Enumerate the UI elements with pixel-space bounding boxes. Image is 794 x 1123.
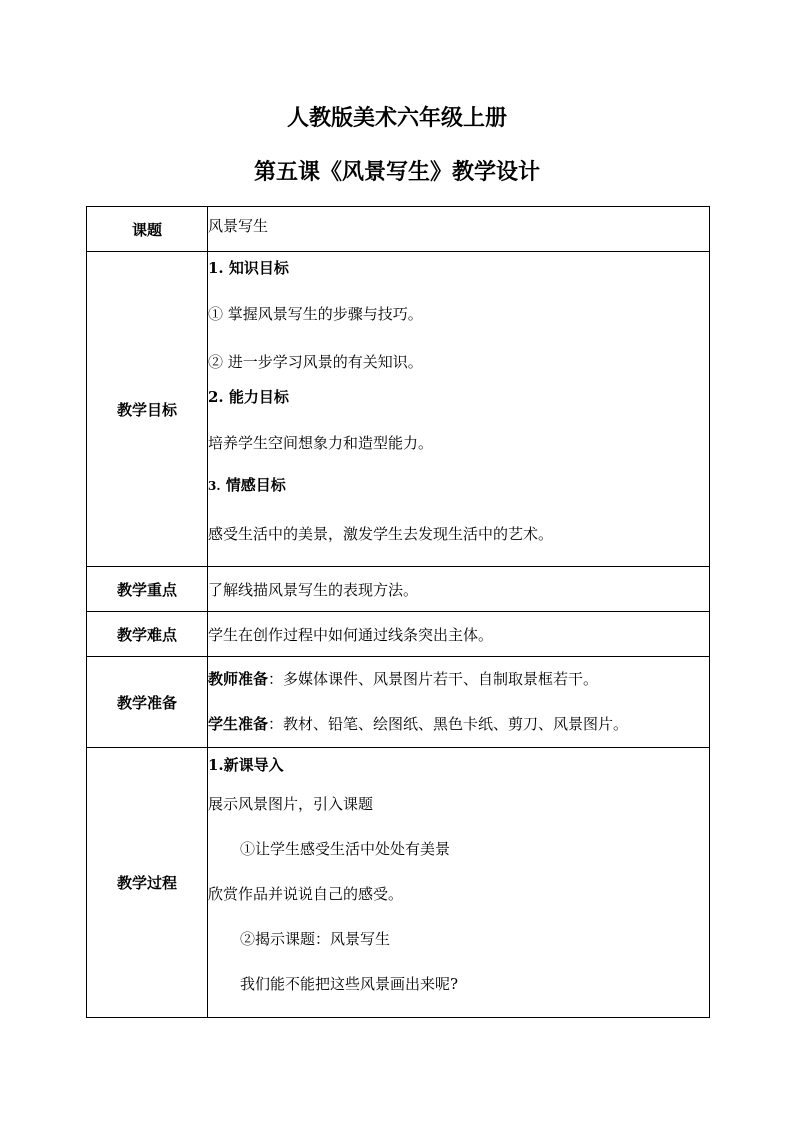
topic-text: 风景写生 [208,217,269,235]
document-title: 人教版美术六年级上册 [286,105,507,131]
knowledge-item-2: ② 进一步学习风景的有关知识。 [208,353,423,371]
row-key-point [87,567,710,612]
emotion-number: 3. [208,479,221,493]
label-topic: 课题 [87,207,208,252]
row-topic [87,207,710,252]
student-prep-value: ：教材、铅笔、绘图纸、黑色卡纸、剪刀、风景图片。 [268,715,629,733]
process-line-4: ②揭示课题：风景写生 [240,930,391,948]
value-process [208,748,710,1018]
knowledge-heading: 1. 知识目标 [208,259,289,277]
emotion-heading [208,464,709,506]
label-process: 教学过程 [87,748,208,1018]
label-key-point: 教学重点 [87,567,208,612]
process-heading: 1.新课导入 [208,756,284,774]
process-line-5: 我们能不能把这些风景画出来呢? [240,975,459,993]
row-preparation [87,657,710,748]
lesson-title: 第五课《风景写生》教学设计 [253,159,540,185]
lesson-plan-table [86,206,710,1018]
ability-heading: 2. 能力目标 [208,388,289,406]
teacher-prep-label: 教师准备 [208,670,269,688]
process-line-2: ①让学生感受生活中处处有美景 [240,840,451,858]
label-difficulty: 教学难点 [87,612,208,657]
emotion-heading-text: 情感目标 [225,476,286,494]
value-key-point: 了解线描风景写生的表现方法。 [208,567,710,612]
row-difficulty [87,612,710,657]
value-preparation [208,657,710,748]
student-prep [208,702,709,747]
emotion-item-1: 感受生活中的美景，激发学生去发现生活中的艺术。 [208,525,554,543]
row-process [87,748,710,1018]
label-goals: 教学目标 [87,252,208,567]
knowledge-item-1: ① 掌握风景写生的步骤与技巧。 [208,305,423,323]
value-goals [208,252,710,567]
value-topic [208,207,710,252]
teacher-prep [208,657,709,702]
ability-item-1: 培养学生空间想象力和造型能力。 [208,434,434,452]
student-prep-label: 学生准备 [208,715,269,733]
row-goals [87,252,710,567]
process-line-3: 欣赏作品并说说自己的感受。 [208,885,404,903]
teacher-prep-value: ：多媒体课件、风景图片若干、自制取景框若干。 [268,670,599,688]
process-line-1: 展示风景图片，引入课题 [208,795,374,813]
label-preparation: 教学准备 [87,657,208,748]
value-difficulty: 学生在创作过程中如何通过线条突出主体。 [208,612,710,657]
